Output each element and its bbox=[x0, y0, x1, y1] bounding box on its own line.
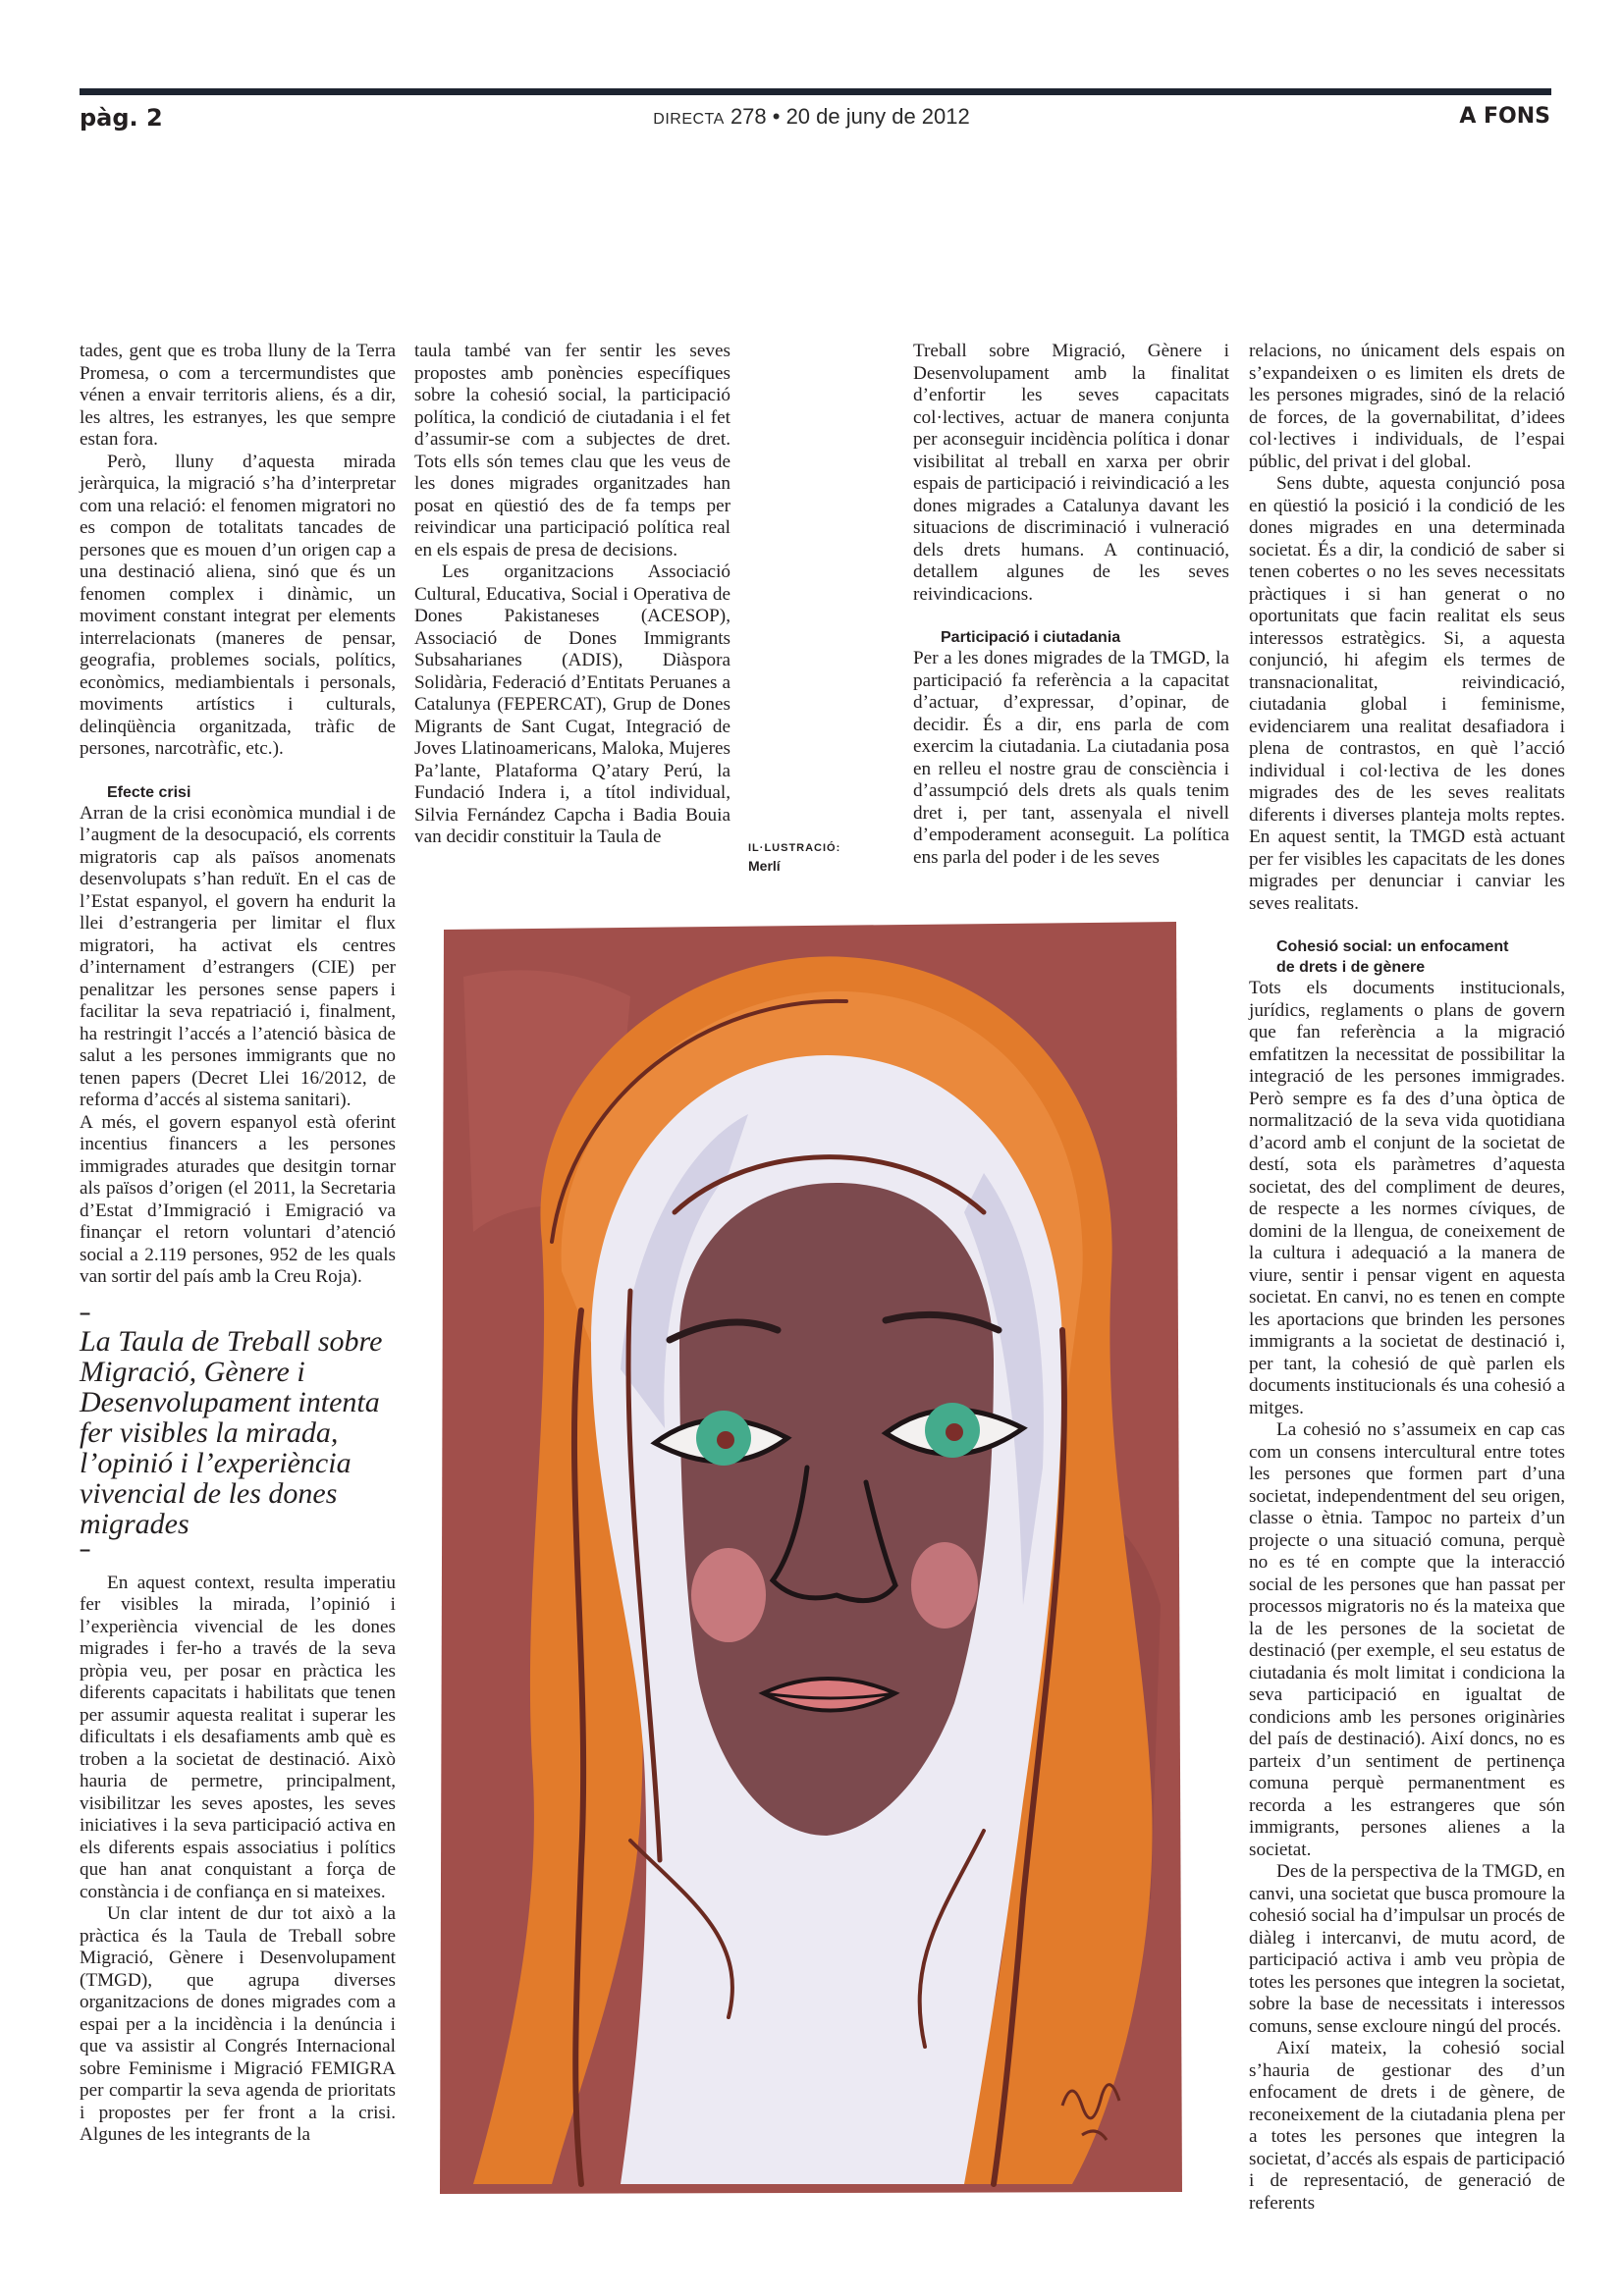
section-name: A FONS bbox=[1459, 104, 1550, 129]
illustration-credit bbox=[748, 839, 840, 875]
paragraph: tades, gent que es troba lluny de la Terra Promesa, o com a tercermundistes que vénen a envair territoris aliens, és a dir, les altres, les estranyes, les que sempre estan fora. bbox=[80, 341, 396, 450]
paragraph: A més, el govern espanyol està oferint incentius financers a les persones immigrades aturades que desitgin tornar als països d’origen (el 2011, la Secretaria d’Estat d’Immigració i Emigració va finançar el retorn voluntari d’atenció social a 2.119 persones, 952 de les quals van sortir del país amb la Creu Roja). bbox=[80, 1111, 396, 1287]
paragraph: Un clar intent de dur tot això a la pràctica és la Taula de Treball sobre Migració, Gènere i Desenvolupament (TMGD), que agrupa diverses organitzacions de dones migrades com a espai per a la incidència i la denúncia i que va assistir al Congrés Internacional sobre Feminisme i Migració FEMIGRA per compartir la seva agenda de prioritats i propostes per fer front a la crisi. Algunes de les integrants de la bbox=[80, 1903, 396, 2145]
column-3 bbox=[913, 341, 1229, 869]
subheading: Cohesió social: un enfocament bbox=[1276, 938, 1509, 955]
subheading: de drets i de gènere bbox=[1276, 959, 1426, 976]
paragraph: Tots els documents institucionals, jurídics, reglaments o plans de govern que fan referència a la migració emfatitzen la necessitat de possibilitar la integració de les persones immigrades. Però sempre es fa des d’una òptica de normalització de la seva vida quotidiana d’acord amb el conjunt de la societat de destí, sota els paràmetres d’aquesta societat, des del compliment de deures, de respecte a les normes cíviques, de domini de la llengua, de coneixement de la cultura i adequació a la manera de viure, sentir i pensar vigent en aquesta societat. En canvi, no es tenen en compte les aportacions que brinden les persones immigrants a la societat de destinació i, per tant, la cohesió de què parlen els documents institucionals és una cohesió a mitges. bbox=[1249, 978, 1565, 1418]
paragraph: taula també van fer sentir les seves propostes amb ponències específiques sobre la cohesió social, la participació política, la condició de ciutadania i el fet d’assumir-se com a subjectes de dret. Tots ells són temes clau que les veus de les dones migrades organitzades han posat en qüestió des de fa temps per reivindicar una participació política real en els espais de presa de decisions. bbox=[414, 341, 730, 561]
issue-date: 278 • 20 de juny de 2012 bbox=[730, 104, 970, 129]
paragraph: Treball sobre Migració, Gènere i Desenvolupament amb la finalitat d’enfortir les seves capacitats col·lectives, actuar de manera conjunta per aconseguir incidència política i donar visibilitat al treball en xarxa per obrir espais de participació i reivindicació a les dones migrades a Catalunya davant les situacions de discriminació i vulneració dels drets humans. A continuació, detallem algunes de les seves reivindicacions. bbox=[913, 341, 1229, 605]
portrait-illustration bbox=[434, 918, 1186, 2199]
paragraph: En aquest context, resulta imperatiu fer visibles la mirada, l’opinió i l’experiència vivencial de les dones migrades i fer-ho a través de la seva pròpia veu, per posar en pràctica les diferents capacitats i habilitats que tenen per assumir aquesta realitat i superar les dificultats i els desafiaments amb què es troben a la societat de destinació. Això hauria de permetre, principalment, visibilitzar les seves apostes, les seves iniciatives i la seva participació activa en els diferents espais associatius i polítics que han anat conquistant a força de constància i de confiança en si mateixes. bbox=[80, 1572, 396, 1902]
paragraph: Sens dubte, aquesta conjunció posa en qüestió la posició i la condició de les dones migrades en una determinada societat. És a dir, la condició de saber si tenen cobertes o no les seves necessitats pràctiques i si han generat o no oportunitats que facin realitat els seus interessos estratègics. Si, a aquesta conjunció, hi afegim els termes de transnacionalitat, reivindicació, ciutadania global i feminisme, evidenciarem una realitat desafiadora i plena de contrastos, en què l’acció individual i col·lectiva de les dones migrades des de les seves realitats diferents i diverses planteja molts reptes. En aquest sentit, la TMGD està actuant per fer visibles les capacitats de les dones migrades per denunciar i canviar les seves realitats. bbox=[1249, 473, 1565, 914]
pullquote-dash: – bbox=[80, 1302, 91, 1324]
subheading: Efecte crisi bbox=[107, 783, 191, 801]
pullquote: La Taula de Treball sobre Migració, Gènere i Desenvolupament intenta fer visibles la mirada, l’opinió i l’experiència vivencial de les dones migrades bbox=[80, 1324, 383, 1540]
paragraph: Arran de la crisi econòmica mundial i de l’augment de la desocupació, els corrents migratoris cap als països anomenats desenvolupats s’han reduït. En el cas de l’Estat espanyol, el govern ha endurit la llei d’estrangeria per limitar el flux migratori, ha activat els centres d’internament d’estrangers (CIE) per penalitzar les persones sense papers i facilitar la seva repatriació i, finalment, ha restringit l’accés a l’atenció bàsica de salut a les persones immigrants que no tenen papers (Decret Llei 16/2012, de reforma d’accés al sistema sanitari). bbox=[80, 802, 396, 1110]
paragraph: Però, lluny d’aquesta mirada jeràrquica, la migració s’ha d’interpretar com una relació: el fenomen migratori no es compon de totalitats tancades de persones que es mouen d’un origen cap a una destinació aliena, sinó que és un fenomen complex i dinàmic, un moviment constant integrat per elements interrelacionats (maneres de pensar, geografia, problemes socials, polítics, econòmics, mediambientals i personals, moviments artístics i culturals, delinqüència organitzada, tràfic de persones, narcotràfic, etc.). bbox=[80, 451, 396, 759]
column-2 bbox=[414, 341, 730, 849]
paragraph: Des de la perspectiva de la TMGD, en canvi, una societat que busca promoure la cohesió social ha d’impulsar un procés de diàleg i intercanvi, de mutu acord, de participació activa i amb veu pròpia de totes les persones que integren la societat, sobre la base de necessitats i interessos comuns, sense excloure ningú del procés. bbox=[1249, 1861, 1565, 2037]
publication-name: DIRECTA bbox=[653, 111, 725, 128]
column-4 bbox=[1249, 341, 1565, 2215]
paragraph: Les organitzacions Associació Cultural, Educativa, Social i Operativa de Dones Pakistaneses (ACESOP), Associació de Dones Immigrants Subsaharianes (ADIS), Diàspora Solidària, Federació d’Entitats Peruanes a Catalunya (FEPERCAT), Grup de Dones Migrants de Sant Cugat, Integració de Joves Llatinoamericans, Maloka, Mujeres Pa’lante, Plataforma Q’atary Perú, la Fundació Indera i, a títol individual, Silvia Fernández Capcha i Badia Bouia van decidir constituir la Taula de bbox=[414, 561, 730, 847]
credit-label: IL·LUSTRACIÓ: bbox=[748, 842, 841, 854]
pullquote-dash: – bbox=[80, 1538, 91, 1561]
paragraph: Per a les dones migrades de la TMGD, la participació fa referència a la capacitat d’actuar, d’expressar, d’opinar, de decidir. És a dir, ens parla de com exercim la ciutadania. La ciutadania posa en relleu el nostre grau de consciència i d’assumpció dels drets als quals tenim dret i, per tant, assenyala el nivell d’empoderament aconseguit. La política ens parla del poder i de les seves bbox=[913, 648, 1229, 868]
issue-info bbox=[0, 104, 1623, 130]
subheading: Participació i ciutadania bbox=[941, 629, 1121, 646]
paragraph: relacions, no únicament dels espais on s’expandeixen o es limiten els drets de les persones migrades, sinó de la relació de forces, de la governabilitat, d’idees col·lectives i individuals, de l’espai públic, del privat i del global. bbox=[1249, 341, 1565, 472]
credit-name: Merlí bbox=[748, 858, 781, 874]
portrait-illustration-art bbox=[434, 918, 1186, 2199]
header-rule bbox=[80, 88, 1551, 95]
page-number: pàg. 2 bbox=[80, 104, 163, 132]
column-1 bbox=[80, 341, 396, 2147]
paragraph: La cohesió no s’assumeix en cap cas com un consens intercultural entre totes les persones que formen part d’una societat, independentment del seu origen, classe o ètnia. Tampoc no parteix d’un projecte o una situació comuna, perquè no es té en compte que la interacció social de les persones que han passat per processos migratoris no és la mateixa que la de les persones de la societat de destinació (per exemple, el seu estatus de ciutadania és molt limitat i condiciona la seva participació en igualtat de condicions amb les persones originàries del país de destinació). Així doncs, no es parteix d’un sentiment de pertinença comuna perquè permanentment es recorda a les estrangeres que són immigrants, persones alienes a la societat. bbox=[1249, 1419, 1565, 1860]
paragraph: Així mateix, la cohesió social s’hauria de gestionar des d’un enfocament de drets i de gènere, de reconeixement de la ciutadania plena per a totes les persones que integren la societat, d’accés als espais de participació i de representació, de generació de referents bbox=[1249, 2038, 1565, 2214]
